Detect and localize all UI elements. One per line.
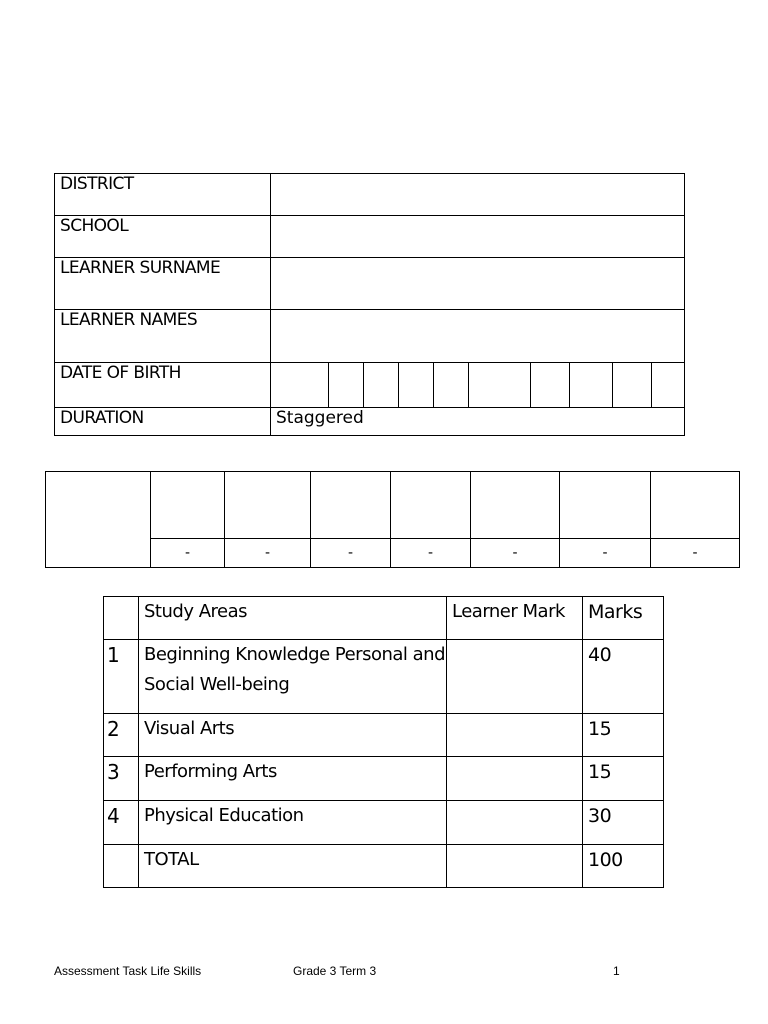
score-boxes-table [45,471,740,568]
footer-grade-term: Grade 3 Term 3 [293,964,377,978]
duration-value: Staggered [271,408,685,436]
score-box[interactable] [651,472,740,539]
total-marks: 100 [583,845,664,888]
dob-grid [271,363,690,407]
names-field[interactable] [271,310,685,363]
dob-box[interactable] [468,363,530,407]
footer-title: Assessment Task Life Skills [54,964,202,978]
dob-box[interactable] [530,363,569,407]
dob-box[interactable] [271,363,328,407]
score-dash: - [651,539,740,568]
district-field[interactable] [271,174,685,216]
dob-field [271,363,685,408]
learner-mark-cell[interactable] [447,714,583,757]
study-areas-table [103,596,664,888]
total-learner-mark-cell[interactable] [447,845,583,888]
row-number: 3 [104,757,139,801]
row-number: 4 [104,801,139,845]
row-marks: 15 [583,714,664,757]
header-marks: Marks [583,597,664,640]
dob-box[interactable] [398,363,433,407]
score-dash: - [560,539,651,568]
score-dash: - [225,539,311,568]
score-box[interactable] [151,472,225,539]
row-marks: 30 [583,801,664,845]
dob-box[interactable] [651,363,690,407]
duration-label: DURATION [55,408,271,436]
header-num [104,597,139,640]
dob-box[interactable] [363,363,398,407]
score-dash: - [391,539,471,568]
score-dash: - [471,539,560,568]
table-row [104,714,664,757]
names-label: LEARNER NAMES [55,310,271,363]
score-label-cell [46,472,151,568]
score-dash: - [151,539,225,568]
row-study-area: Visual Arts [139,714,447,757]
surname-label: LEARNER SURNAME [55,258,271,310]
learner-info-table [54,173,685,436]
surname-field[interactable] [271,258,685,310]
district-label: DISTRICT [55,174,271,216]
school-label: SCHOOL [55,216,271,258]
row-study-area: Physical Education [139,801,447,845]
dob-box[interactable] [569,363,612,407]
learner-mark-cell[interactable] [447,801,583,845]
header-study-areas: Study Areas [139,597,447,640]
score-box[interactable] [560,472,651,539]
dob-label: DATE OF BIRTH [55,363,271,408]
table-row [104,757,664,801]
total-label: TOTAL [139,845,447,888]
learner-mark-cell[interactable] [447,640,583,714]
score-box[interactable] [311,472,391,539]
dob-box[interactable] [328,363,363,407]
row-study-area: Performing Arts [139,757,447,801]
row-marks: 15 [583,757,664,801]
dob-box[interactable] [612,363,651,407]
footer-page-number: 1 [613,964,620,978]
row-number: 1 [104,640,139,714]
school-field[interactable] [271,216,685,258]
table-row [104,640,664,714]
row-marks: 40 [583,640,664,714]
learner-mark-cell[interactable] [447,757,583,801]
score-box[interactable] [391,472,471,539]
total-row [104,845,664,888]
score-box[interactable] [225,472,311,539]
score-dash: - [311,539,391,568]
total-num [104,845,139,888]
row-study-area: Beginning Knowledge Personal and Social Well-being [139,640,447,714]
row-number: 2 [104,714,139,757]
header-learner-mark: Learner Mark [447,597,583,640]
score-box[interactable] [471,472,560,539]
dob-box[interactable] [433,363,468,407]
table-row [104,801,664,845]
